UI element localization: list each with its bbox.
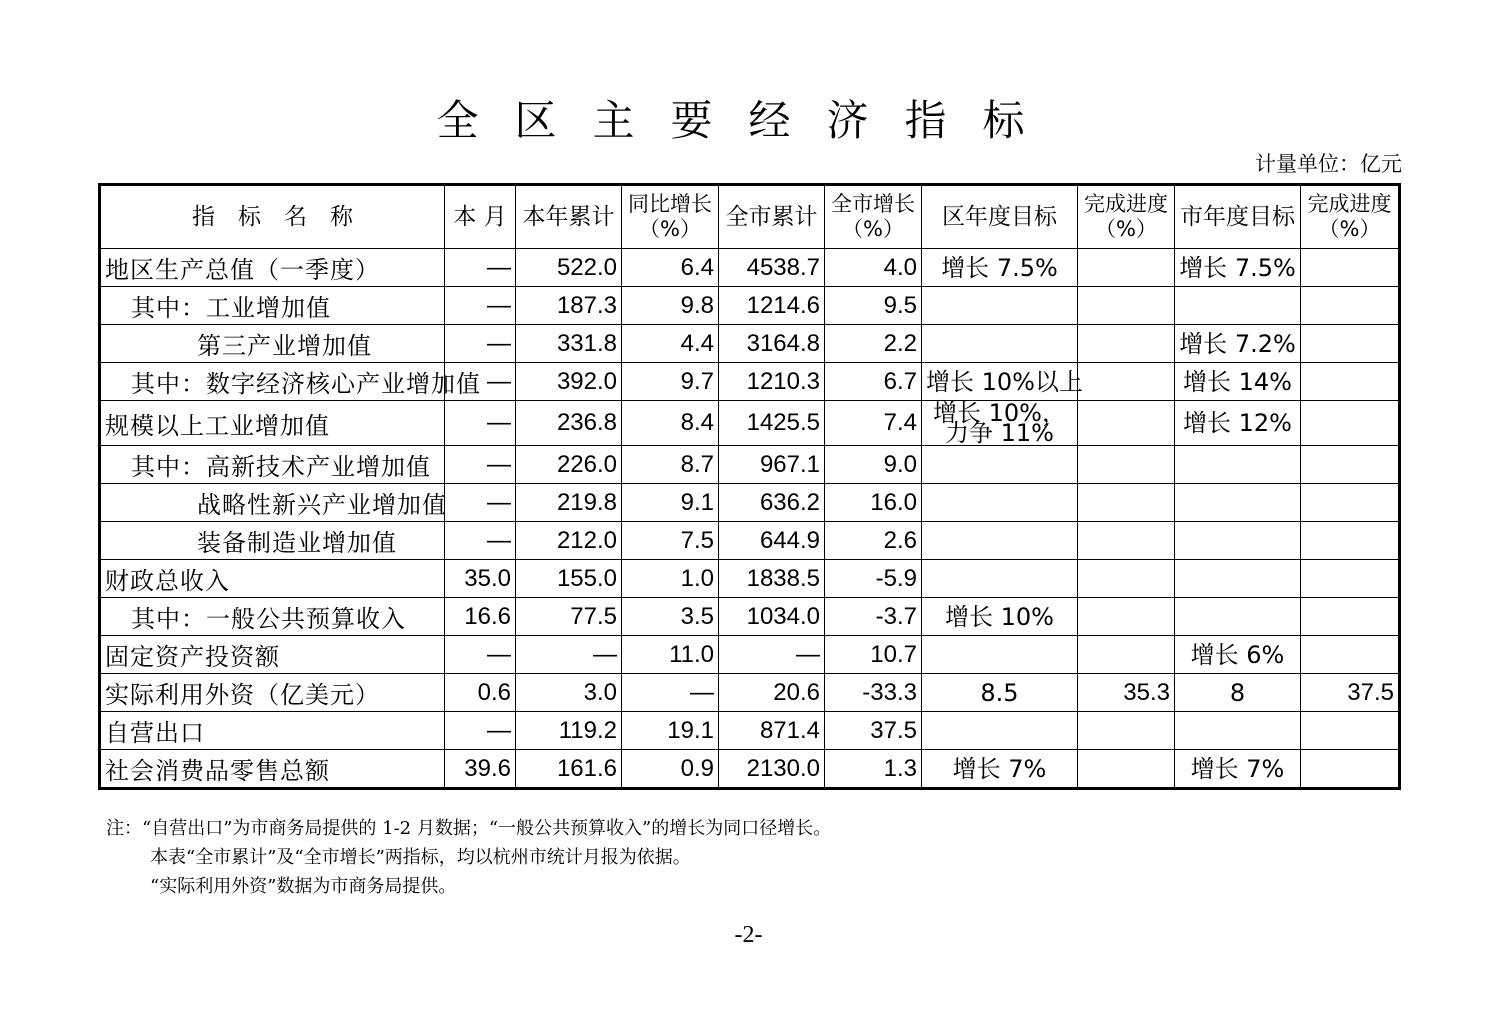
table-row <box>100 401 1400 446</box>
cell-month: — <box>445 401 516 446</box>
table-row <box>100 598 1400 636</box>
footnote-line: 注：“自营出口”为市商务局提供的 1-2 月数据；“一般公共预算收入”的增长为同口径增长。 <box>106 818 832 839</box>
header-ytd: 本年累计 <box>516 185 622 249</box>
cell-ytd: 187.3 <box>516 287 622 325</box>
cell-month: — <box>445 484 516 522</box>
cell-yoy: 8.7 <box>622 446 719 484</box>
cell-month: — <box>445 287 516 325</box>
cell-city-target: 增长 7.5% <box>1175 249 1301 287</box>
cell-month: — <box>445 446 516 484</box>
cell-district-progress <box>1078 363 1175 401</box>
cell-month: — <box>445 363 516 401</box>
cell-city-ytd: 3164.8 <box>719 325 825 363</box>
cell-city-growth: -33.3 <box>825 674 922 712</box>
cell-city-target <box>1175 560 1301 598</box>
cell-district-target <box>922 712 1078 750</box>
cell-ytd: 236.8 <box>516 401 622 446</box>
cell-district-progress: 35.3 <box>1078 674 1175 712</box>
cell-city-target: 增长 7% <box>1175 750 1301 789</box>
header-district-progress: 完成进度 （%） <box>1078 185 1175 249</box>
cell-city-target: 增长 6% <box>1175 636 1301 674</box>
cell-month: 35.0 <box>445 560 516 598</box>
cell-city-ytd: 1210.3 <box>719 363 825 401</box>
table-row <box>100 560 1400 598</box>
cell-city-ytd: 1214.6 <box>719 287 825 325</box>
cell-yoy: 11.0 <box>622 636 719 674</box>
cell-city-target <box>1175 712 1301 750</box>
cell-ytd: 392.0 <box>516 363 622 401</box>
page-title: 全区主要经济指标 <box>436 96 1061 145</box>
cell-city-growth: 9.5 <box>825 287 922 325</box>
row-name: 实际利用外资（亿美元） <box>100 674 445 712</box>
cell-yoy: 19.1 <box>622 712 719 750</box>
cell-yoy: 9.1 <box>622 484 719 522</box>
cell-city-ytd: 2130.0 <box>719 750 825 789</box>
cell-ytd: 226.0 <box>516 446 622 484</box>
header-city-growth: 全市增长 （%） <box>825 185 922 249</box>
cell-district-target <box>922 636 1078 674</box>
row-name: 自营出口 <box>100 712 445 750</box>
cell-city-ytd: 967.1 <box>719 446 825 484</box>
cell-month: — <box>445 325 516 363</box>
cell-district-target <box>922 446 1078 484</box>
table-row <box>100 674 1400 712</box>
cell-city-progress <box>1301 363 1400 401</box>
cell-district-progress <box>1078 325 1175 363</box>
header-name: 指 标 名 称 <box>100 185 445 249</box>
cell-city-target <box>1175 598 1301 636</box>
cell-city-progress: 37.5 <box>1301 674 1400 712</box>
cell-district-target: 增长 10%， 力争 11% <box>922 401 1078 446</box>
cell-city-progress <box>1301 325 1400 363</box>
cell-district-target <box>922 287 1078 325</box>
row-name: 地区生产总值（一季度） <box>100 249 445 287</box>
table-row <box>100 287 1400 325</box>
cell-city-progress <box>1301 446 1400 484</box>
cell-district-target: 8.5 <box>922 674 1078 712</box>
cell-city-growth: 4.0 <box>825 249 922 287</box>
cell-city-progress <box>1301 249 1400 287</box>
header-month: 本 月 <box>445 185 516 249</box>
table-row <box>100 484 1400 522</box>
cell-city-target <box>1175 287 1301 325</box>
row-name: 其中：高新技术产业增加值 <box>100 446 445 484</box>
indicators-table <box>98 183 1401 790</box>
cell-district-progress <box>1078 446 1175 484</box>
table-row <box>100 750 1400 789</box>
cell-yoy: 1.0 <box>622 560 719 598</box>
cell-month: 0.6 <box>445 674 516 712</box>
header-yoy: 同比增长 （%） <box>622 185 719 249</box>
cell-city-target: 增长 14% <box>1175 363 1301 401</box>
row-name: 财政总收入 <box>100 560 445 598</box>
cell-ytd: 219.8 <box>516 484 622 522</box>
cell-city-progress <box>1301 712 1400 750</box>
cell-city-ytd: 4538.7 <box>719 249 825 287</box>
cell-month: 16.6 <box>445 598 516 636</box>
row-name: 第三产业增加值 <box>100 325 445 363</box>
row-name: 社会消费品零售总额 <box>100 750 445 789</box>
cell-month: — <box>445 636 516 674</box>
cell-ytd: 155.0 <box>516 560 622 598</box>
cell-district-progress <box>1078 712 1175 750</box>
row-name: 其中：一般公共预算收入 <box>100 598 445 636</box>
cell-city-ytd: 1838.5 <box>719 560 825 598</box>
cell-district-target: 增长 7% <box>922 750 1078 789</box>
cell-city-progress <box>1301 750 1400 789</box>
footnote-line: “实际利用外资”数据为市商务局提供。 <box>150 876 457 897</box>
row-name: 装备制造业增加值 <box>100 522 445 560</box>
cell-district-progress <box>1078 598 1175 636</box>
cell-district-target: 增长 10%以上 <box>922 363 1078 401</box>
cell-city-progress <box>1301 636 1400 674</box>
cell-yoy: 4.4 <box>622 325 719 363</box>
cell-city-progress <box>1301 287 1400 325</box>
table-row <box>100 636 1400 674</box>
table-row <box>100 325 1400 363</box>
cell-city-target: 增长 12% <box>1175 401 1301 446</box>
cell-city-target <box>1175 446 1301 484</box>
cell-district-progress <box>1078 750 1175 789</box>
cell-city-progress <box>1301 401 1400 446</box>
cell-city-growth: 2.2 <box>825 325 922 363</box>
cell-city-growth: 10.7 <box>825 636 922 674</box>
header-district-target: 区年度目标 <box>922 185 1078 249</box>
cell-district-progress <box>1078 560 1175 598</box>
cell-city-growth: 16.0 <box>825 484 922 522</box>
cell-district-target <box>922 325 1078 363</box>
cell-district-target: 增长 7.5% <box>922 249 1078 287</box>
table-row <box>100 363 1400 401</box>
cell-city-ytd: — <box>719 636 825 674</box>
cell-ytd: 161.6 <box>516 750 622 789</box>
cell-ytd: 212.0 <box>516 522 622 560</box>
table-row <box>100 249 1400 287</box>
cell-yoy: 3.5 <box>622 598 719 636</box>
row-name: 其中：数字经济核心产业增加值 <box>100 363 445 401</box>
cell-district-progress <box>1078 636 1175 674</box>
cell-city-progress <box>1301 522 1400 560</box>
cell-city-ytd: 644.9 <box>719 522 825 560</box>
cell-city-growth: 7.4 <box>825 401 922 446</box>
cell-district-progress <box>1078 249 1175 287</box>
cell-yoy: — <box>622 674 719 712</box>
cell-city-growth: 2.6 <box>825 522 922 560</box>
table-row <box>100 446 1400 484</box>
cell-city-growth: 6.7 <box>825 363 922 401</box>
cell-city-progress <box>1301 560 1400 598</box>
row-name: 其中：工业增加值 <box>100 287 445 325</box>
cell-ytd: 331.8 <box>516 325 622 363</box>
table-row <box>100 522 1400 560</box>
cell-district-target <box>922 560 1078 598</box>
cell-city-growth: 9.0 <box>825 446 922 484</box>
cell-city-ytd: 1425.5 <box>719 401 825 446</box>
cell-yoy: 9.7 <box>622 363 719 401</box>
cell-district-target <box>922 522 1078 560</box>
footnotes <box>106 814 831 901</box>
header-city-ytd: 全市累计 <box>719 185 825 249</box>
cell-ytd: — <box>516 636 622 674</box>
cell-ytd: 522.0 <box>516 249 622 287</box>
cell-city-target: 增长 7.2% <box>1175 325 1301 363</box>
cell-month: 39.6 <box>445 750 516 789</box>
cell-yoy: 9.8 <box>622 287 719 325</box>
cell-month: — <box>445 249 516 287</box>
cell-city-progress <box>1301 598 1400 636</box>
cell-district-progress <box>1078 484 1175 522</box>
cell-city-target <box>1175 522 1301 560</box>
cell-city-target: 8 <box>1175 674 1301 712</box>
cell-city-ytd: 1034.0 <box>719 598 825 636</box>
header-city-progress: 完成进度 （%） <box>1301 185 1400 249</box>
cell-yoy: 8.4 <box>622 401 719 446</box>
cell-ytd: 3.0 <box>516 674 622 712</box>
row-name: 规模以上工业增加值 <box>100 401 445 446</box>
row-name: 固定资产投资额 <box>100 636 445 674</box>
cell-city-ytd: 871.4 <box>719 712 825 750</box>
cell-city-ytd: 20.6 <box>719 674 825 712</box>
cell-month: — <box>445 522 516 560</box>
table-row <box>100 712 1400 750</box>
cell-city-progress <box>1301 484 1400 522</box>
table-header-row <box>100 185 1400 249</box>
cell-yoy: 7.5 <box>622 522 719 560</box>
page-number: -2- <box>734 922 763 948</box>
cell-city-growth: -5.9 <box>825 560 922 598</box>
cell-city-growth: 1.3 <box>825 750 922 789</box>
footnote-line: 本表“全市累计”及“全市增长”两指标，均以杭州市统计月报为依据。 <box>150 847 691 868</box>
cell-ytd: 119.2 <box>516 712 622 750</box>
cell-city-growth: -3.7 <box>825 598 922 636</box>
unit-label: 计量单位：亿元 <box>1255 152 1402 176</box>
header-city-target: 市年度目标 <box>1175 185 1301 249</box>
cell-yoy: 0.9 <box>622 750 719 789</box>
cell-yoy: 6.4 <box>622 249 719 287</box>
cell-month: — <box>445 712 516 750</box>
cell-ytd: 77.5 <box>516 598 622 636</box>
cell-district-progress <box>1078 522 1175 560</box>
cell-city-growth: 37.5 <box>825 712 922 750</box>
cell-district-target: 增长 10% <box>922 598 1078 636</box>
cell-district-target <box>922 484 1078 522</box>
cell-city-ytd: 636.2 <box>719 484 825 522</box>
row-name: 战略性新兴产业增加值 <box>100 484 445 522</box>
cell-city-target <box>1175 484 1301 522</box>
cell-district-progress <box>1078 401 1175 446</box>
cell-district-progress <box>1078 287 1175 325</box>
